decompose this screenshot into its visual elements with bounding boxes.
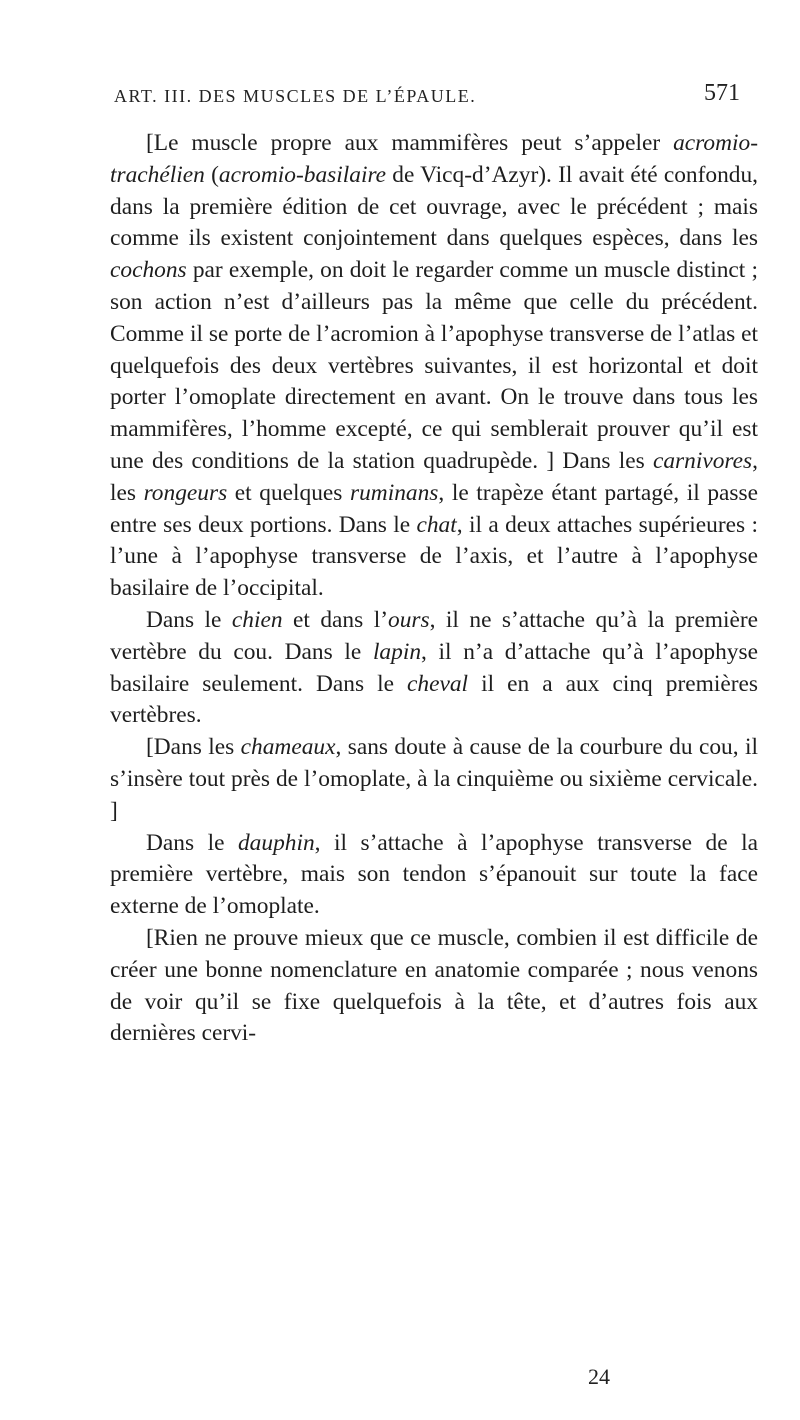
paragraph: [Dans les chameaux, sans doute à cause de la courbure du cou, il s’insère tout près de l’omoplate, à la cinquième ou sixième cervicale. ] (110, 734, 758, 824)
page-number: 571 (704, 80, 740, 106)
paragraph: [Rien ne prouve mieux que ce muscle, combien il est difficile de créer une bonne nomenclature en anatomie comparée ; nous venons de voir qu’il se fixe quelquefois à la tête, et d’autres fois aux dernières cervi- (110, 924, 758, 1047)
italic-term: dauphin (237, 829, 315, 856)
italic-term: chien (231, 606, 283, 633)
italic-term: acromio-basilaire (218, 161, 387, 188)
italic-term: ruminans (350, 479, 439, 506)
body-text (110, 128, 758, 1050)
paragraph: Dans le dauphin, il s’attache à l’apophyse transverse de la première vertèbre, mais son tendon s’épanouit sur toute la face externe de l’omoplate. (110, 829, 758, 920)
italic-term: carnivores (652, 447, 753, 474)
italic-term: cochons (110, 257, 187, 284)
italic-term: chat (416, 511, 457, 538)
paragraph: Dans le chien et dans l’ours, il ne s’attache qu’à la première vertèbre du cou. Dans le lapin, il n’a d’attache qu’à l’apophyse basilaire seulement. Dans le cheval il en a aux cinq premières vertèbres. (110, 606, 758, 729)
italic-term: acromio-trachélien (110, 130, 758, 188)
italic-term: rongeurs (143, 479, 228, 506)
paragraph: [Le muscle propre aux mammifères peut s’appeler acromio-trachélien (acromio-basilaire de Vicq-d’Azyr). Il avait été confondu, dans la première édition de cet ouvrage, avec le précédent ; mais comme ils existent conjointement dans quelques espèces, dans les cochons par exemple, on doit le regarder comme un muscle distinct ; son action n’est d’ailleurs pas la même que celle du précédent. Comme il se porte de l’acromion à l’apophyse transverse de l’atlas et quelquefois des deux vertèbres suivantes, il est horizontal et doit porter l’omoplate directement en avant. On le trouve dans tous les mammifères, l’homme excepté, ce qui semblerait prouver qu’il est une des conditions de la station quadrupède. ] Dans les carnivores, les rongeurs et quelques ruminans, le trapèze étant partagé, il passe entre ses deux portions. Dans le chat, il a deux attaches supérieures : l’une à l’apophyse transverse de l’axis, et l’autre à l’apophyse basilaire de l’occipital. (110, 130, 759, 602)
italic-term: chameaux (240, 734, 336, 761)
italic-term: lapin (372, 638, 422, 665)
italic-term: cheval (407, 670, 469, 697)
italic-term: ours (388, 606, 430, 633)
running-head: ART. III. DES MUSCLES DE L’ÉPAULE. (114, 86, 477, 106)
printer-signature-mark: 24 (588, 1364, 610, 1389)
